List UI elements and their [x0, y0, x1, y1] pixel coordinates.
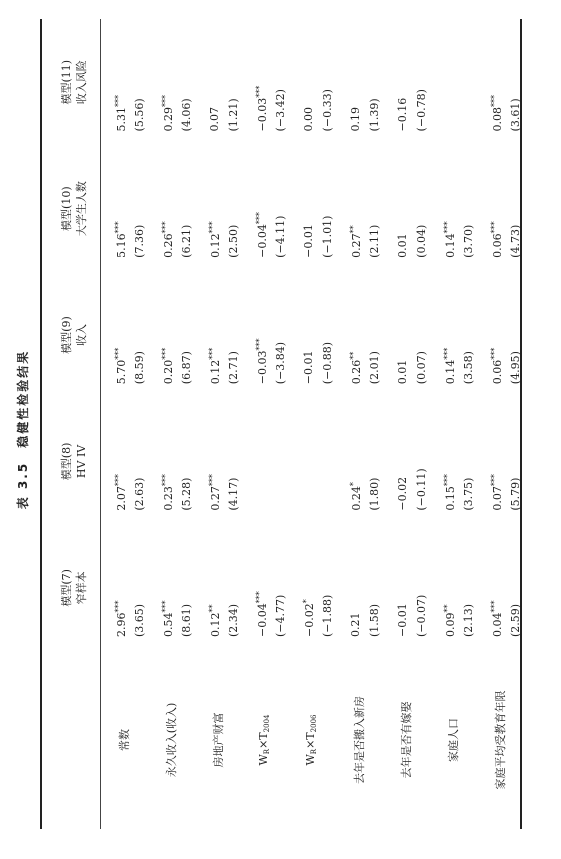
row-label: $W_R\times T_{2006}$	[304, 714, 318, 766]
coef-cell: 0.01	[396, 359, 409, 385]
col-header: 模型(7) 窄样本	[59, 569, 88, 607]
row-label: 家庭平均受教育年限	[494, 690, 507, 790]
tstat-cell: (1.21)	[227, 98, 240, 132]
coef-cell: −0.03***	[254, 338, 269, 385]
header-row	[45, 19, 102, 829]
tstat-cell	[271, 398, 290, 524]
tstat-cell: (2.59)	[509, 603, 522, 637]
table-row	[149, 19, 177, 829]
tstat-cell: (2.34)	[227, 603, 240, 637]
tstat-cell: (6.21)	[180, 224, 193, 258]
coef-cell: 0.12***	[207, 347, 222, 385]
table-row	[243, 19, 271, 829]
coef-cell: 0.21	[349, 612, 362, 637]
tstat-cell: (7.36)	[133, 224, 146, 258]
tstat-cell: (2.63)	[133, 477, 146, 511]
coef-cell: 0.27**	[348, 225, 363, 258]
coef-cell	[243, 398, 271, 524]
tstat-cell: (0.07)	[415, 351, 428, 385]
table-row	[431, 19, 459, 829]
tstat-cell: (3.75)	[462, 477, 475, 511]
tstat-cell: (4.17)	[227, 477, 240, 511]
tstat-cell: (5.79)	[509, 477, 522, 511]
tstat-cell: (8.59)	[133, 351, 146, 385]
row-label: 永久收入(收入)	[165, 702, 178, 778]
coef-cell: 0.14***	[442, 221, 457, 258]
tstat-cell: (−0.11)	[415, 468, 428, 511]
coef-cell: 0.07	[208, 106, 221, 132]
row-label: 家庭人口	[447, 718, 460, 762]
coef-cell: −0.04***	[254, 212, 269, 258]
col-header: 模型(11) 收入风险	[59, 59, 88, 105]
coef-cell: 0.24*	[348, 482, 363, 511]
coef-cell: 5.70***	[113, 347, 128, 385]
table-row	[478, 19, 506, 829]
tstat-cell: (2.11)	[368, 224, 381, 258]
tstat-cell	[318, 398, 337, 524]
tstat-cell: (−1.01)	[321, 215, 334, 258]
row-label: 常数	[118, 729, 131, 751]
coef-cell: 0.27***	[207, 474, 222, 511]
col-header: 模型(9) 收入	[59, 316, 88, 354]
coef-cell	[290, 398, 318, 524]
tstat-cell: (−1.88)	[321, 594, 334, 637]
coef-cell: −0.03***	[254, 85, 269, 132]
coef-cell: −0.01	[302, 224, 315, 258]
coef-cell: 0.07***	[489, 474, 504, 511]
tstat-cell: (4.73)	[509, 224, 522, 258]
coef-cell	[431, 19, 459, 145]
tstat-cell: (5.56)	[133, 98, 146, 132]
tstat-cell: (2.01)	[368, 351, 381, 385]
coef-cell: 0.08***	[489, 94, 504, 132]
coef-cell: −0.04***	[254, 591, 269, 637]
tstat-cell: (4.06)	[180, 98, 193, 132]
row-label: 去年是否有嫁娶	[400, 701, 413, 779]
top-rule	[40, 19, 42, 829]
tstat-cell: (2.71)	[227, 351, 240, 385]
tstat-cell: (4.95)	[509, 351, 522, 385]
table-row	[384, 19, 412, 829]
coef-cell: 0.23***	[160, 474, 175, 511]
coef-cell: 0.00	[302, 106, 315, 132]
coef-cell: 5.31***	[113, 94, 128, 132]
coef-cell: 0.54***	[160, 600, 175, 637]
header-blank	[45, 651, 102, 829]
tstat-cell: (1.39)	[368, 98, 381, 132]
table-row	[337, 19, 365, 829]
coef-cell: −0.02	[396, 476, 409, 511]
tstat-cell: (6.87)	[180, 351, 193, 385]
tstat-cell: (2.50)	[227, 224, 240, 258]
results-table	[45, 19, 525, 829]
tstat-cell: (1.58)	[368, 603, 381, 637]
row-label: 去年是否搬入新房	[353, 696, 366, 784]
col-header: 模型(8) HV IV	[59, 442, 88, 481]
coef-cell: 0.26**	[348, 351, 363, 385]
coef-cell: 0.19	[349, 106, 362, 132]
coef-cell: 2.07***	[113, 474, 128, 511]
tstat-cell: (−3.84)	[274, 341, 287, 385]
col-header: 模型(10) 大学生人数	[59, 181, 88, 237]
coef-cell: 0.20***	[160, 347, 175, 385]
tstat-cell: (3.70)	[462, 224, 475, 258]
tstat-cell: (3.58)	[462, 351, 475, 385]
table-row	[290, 19, 318, 829]
coef-cell: 0.26***	[160, 221, 175, 258]
table-title: 表 3.5 稳健性检验结果	[16, 349, 30, 510]
table-row	[196, 19, 224, 829]
tstat-cell: (−0.78)	[415, 89, 428, 132]
tstat-cell: (−0.33)	[321, 89, 334, 132]
row-label: $W_R\times T_{2004}$	[257, 714, 271, 766]
table-row	[102, 19, 130, 829]
coef-cell: −0.02*	[301, 599, 316, 637]
tstat-cell: (3.61)	[509, 98, 522, 132]
coef-cell: −0.01	[396, 603, 409, 637]
coef-cell: 0.29***	[160, 94, 175, 132]
tstat-cell: (−4.11)	[274, 215, 287, 258]
tstat-cell: (−4.77)	[274, 594, 287, 637]
coef-cell: 2.96***	[113, 600, 128, 637]
coef-cell: 0.04***	[489, 600, 504, 637]
tstat-cell: (5.28)	[180, 477, 193, 511]
tstat-cell: (0.04)	[415, 224, 428, 258]
coef-cell: 0.12***	[207, 221, 222, 258]
coef-cell: 0.06***	[489, 221, 504, 258]
coef-cell: 0.06***	[489, 347, 504, 385]
tstat-cell	[459, 19, 478, 145]
row-label: 房地产财富	[212, 712, 225, 768]
tstat-cell: (−0.88)	[321, 341, 334, 385]
tstat-cell: (1.80)	[368, 477, 381, 511]
tstat-cell: (8.61)	[180, 603, 193, 637]
coef-cell: 0.09**	[442, 604, 457, 637]
coef-cell: −0.16	[396, 97, 409, 132]
tstat-cell: (3.65)	[133, 603, 146, 637]
tstat-cell: (2.13)	[462, 603, 475, 637]
tstat-cell: (−0.07)	[415, 594, 428, 637]
coef-cell: −0.01	[302, 350, 315, 385]
coef-cell: 0.01	[396, 233, 409, 258]
coef-cell: 0.15***	[442, 474, 457, 511]
coef-cell: 0.12**	[207, 604, 222, 637]
coef-cell: 0.14***	[442, 347, 457, 385]
coef-cell: 5.16***	[113, 221, 128, 258]
tstat-cell: (−3.42)	[274, 89, 287, 132]
